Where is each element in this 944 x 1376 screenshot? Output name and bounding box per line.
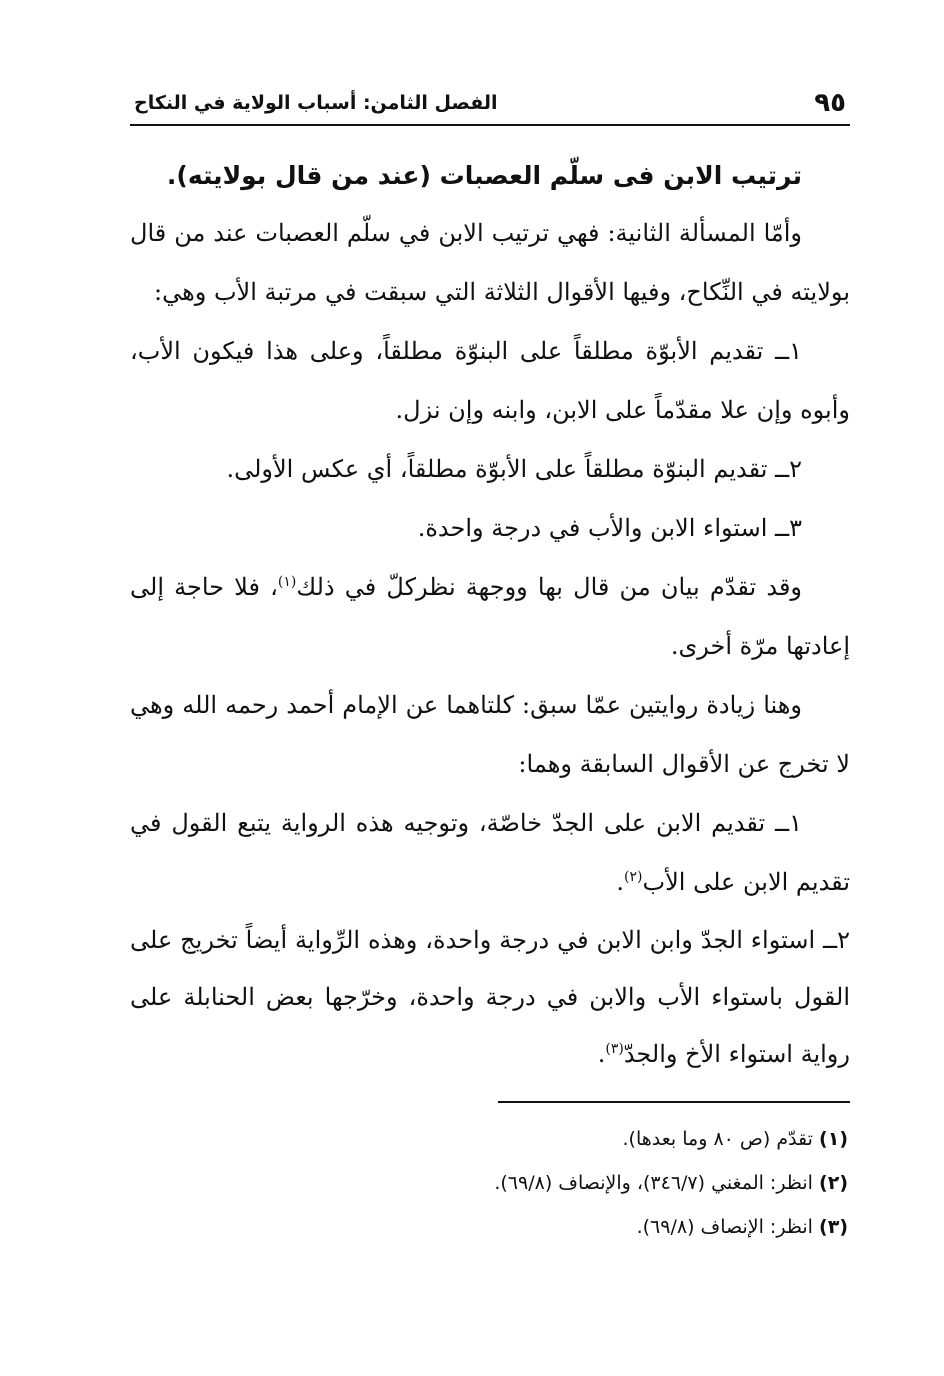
footnote	[130, 1161, 848, 1205]
list-item: ٣ــ استواء الابن والأب في درجة واحدة.	[417, 514, 802, 542]
paragraph: وهنا زيادة روايتين عمّا سبق: كلتاهما عن الإمام أحمد رحمه الله وهي لا تخرج عن الأقوال السابقة وهما:	[130, 691, 850, 778]
footnote-text: انظر: المغني (٣٤٦/٧)، والإنصاف (٦٩/٨).	[494, 1172, 813, 1194]
list-item: ١ــ تقديم الأبوّة مطلقاً على البنوّة مطلقاً، وعلى هذا فيكون الأب، وأبوه وإن علا مقدّماً على الابن، وابنه وإن نزل.	[130, 337, 850, 424]
footnote-reference: (١)	[277, 574, 297, 590]
paragraph-text: ٢ــ استواء الجدّ وابن الابن في درجة واحدة، وهذه الرِّواية أيضاً تخريج على القول باستواء الأب والابن في درجة واحدة، وخرّجها بعض الحنابلة على رواية استواء الأخ والجدّ	[130, 926, 850, 1068]
body-text	[130, 204, 850, 1083]
list-item	[130, 794, 850, 912]
footnote-text: انظر: الإنصاف (٦٩/٨).	[636, 1216, 813, 1238]
paragraph: وأمّا المسألة الثانية: فهي ترتيب الابن في سلّم العصبات عند من قال بولايته في النِّكاح، وفيها الأقوال الثلاثة التي سبقت في مرتبة الأب وهي:	[130, 219, 850, 306]
paragraph	[130, 558, 850, 676]
running-title: الفصل الثامن: أسباب الولاية في النكاح	[134, 92, 498, 114]
list-item: ٢ــ تقديم البنوّة مطلقاً على الأبوّة مطلقاً، أي عكس الأولى.	[226, 455, 802, 483]
footnote-number: (١)	[819, 1128, 848, 1150]
footnote-reference: (٢)	[624, 869, 643, 885]
paragraph-text: وقد تقدّم بيان من قال بها ووجهة نظركلّ في ذلك	[296, 573, 803, 601]
footnote-number: (٢)	[819, 1172, 848, 1194]
footnote-reference: (٣)	[605, 1041, 624, 1057]
paragraph-text: ، فلا حاجة إلى إعادتها مرّة أخرى.	[130, 573, 850, 660]
page-header	[130, 84, 850, 122]
footnote	[130, 1205, 848, 1249]
footnote-number: (٣)	[819, 1216, 848, 1238]
book-page	[130, 84, 850, 1249]
footnote-rule	[498, 1101, 850, 1103]
header-rule	[130, 124, 850, 126]
footnotes	[130, 1117, 850, 1249]
paragraph-text: .	[597, 1040, 606, 1068]
footnote-text: تقدّم (ص ٨٠ وما بعدها).	[622, 1128, 813, 1150]
footnote	[130, 1117, 848, 1161]
paragraph-text: .	[616, 868, 625, 896]
paragraph-text: ١ــ تقديم الابن على الجدّ خاصّة، وتوجيه هذه الرواية يتبع القول في تقديم الابن على الأب	[130, 809, 850, 896]
section-heading: ترتيب الابن فى سلّم العصبات (عند من قال بولايته).	[166, 161, 802, 190]
page-number: ٩٥	[814, 88, 846, 118]
list-item	[130, 912, 850, 1083]
